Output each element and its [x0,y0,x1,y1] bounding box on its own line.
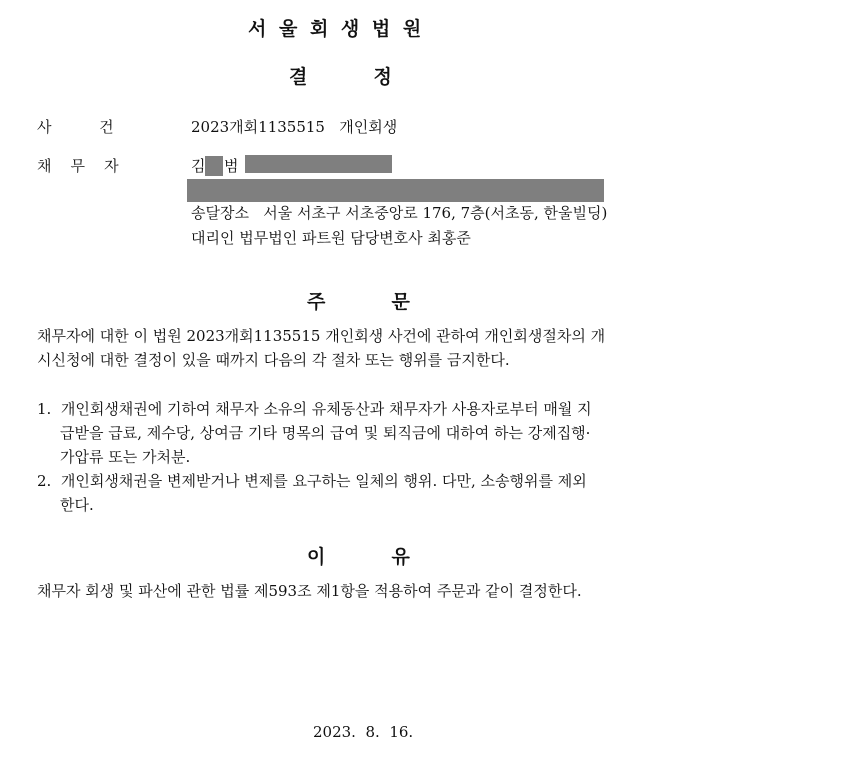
order-item-2-line-1: 2. 개인회생채권을 변제받거나 변제를 요구하는 일체의 행위. 다만, 소송행위를 제외 [37,472,587,490]
legal-agent: 대리인 법무법인 파트원 담당변호사 최홍준 [191,229,471,247]
reason-text: 채무자 회생 및 파산에 관한 법률 제593조 제1항을 적용하여 주문과 같이 결정한다. [37,582,582,600]
document-title: 결 정 [289,66,392,88]
debtor-name-last: 범 [224,157,239,175]
debtor-label: 채 무 자 [37,157,119,175]
order-heading: 주 문 [307,291,410,313]
case-number: 2023개회1135515 개인회생 [191,118,398,136]
decision-date: 2023. 8. 16. [313,723,414,741]
case-label: 사 건 [37,118,114,136]
redaction-id-number [245,155,392,173]
redaction-address [187,179,604,202]
redaction-name [205,156,223,176]
debtor-name-first: 김 [191,157,206,175]
order-item-2-line-2: 한다. [60,496,94,514]
court-name: 서 울 회 생 법 원 [248,18,422,40]
service-address: 송달장소 서울 서초구 서초중앙로 176, 7층(서초동, 한울빌딩) [191,204,608,222]
order-intro-line-1: 채무자에 대한 이 법원 2023개회1135515 개인회생 사건에 관하여 개인회생절차의 개 [37,327,606,345]
order-intro-line-2: 시신청에 대한 결정이 있을 때까지 다음의 각 절차 또는 행위를 금지한다. [37,351,510,369]
reason-heading: 이 유 [307,546,410,568]
order-item-1-line-1: 1. 개인회생채권에 기하여 채무자 소유의 유체동산과 채무자가 사용자로부터 매월 지 [37,400,592,418]
order-item-1-line-3: 가압류 또는 가처분. [60,448,191,466]
order-item-1-line-2: 급받을 급료, 제수당, 상여금 기타 명목의 급여 및 퇴직금에 대하여 하는 강제집행· [60,424,591,442]
